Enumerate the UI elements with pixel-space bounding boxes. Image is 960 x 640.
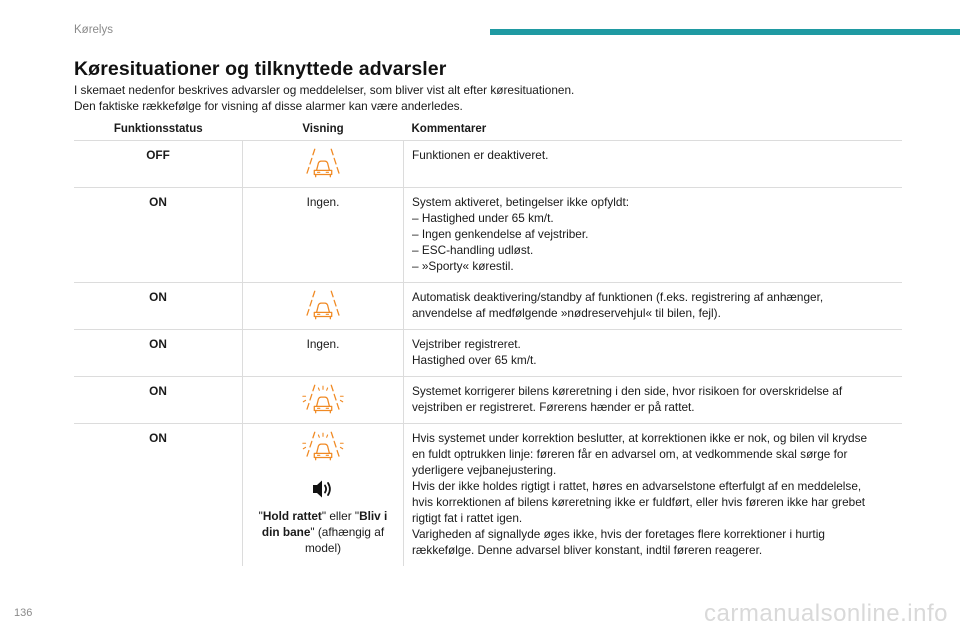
lane-warning-solid-icon xyxy=(301,289,345,321)
display-cell xyxy=(243,141,404,188)
comments-cell xyxy=(404,424,903,567)
status-cell: ON xyxy=(74,283,243,330)
hold-wheel-text: Hold rattet xyxy=(262,509,322,523)
warnings-table xyxy=(74,118,902,566)
comment-line: rækkefølge. Denne advarsel bliver konstant, indtil føreren reagerer. xyxy=(412,543,763,557)
table-row xyxy=(74,141,902,188)
page-number: 136 xyxy=(14,607,33,619)
comment-line: anvendelse af medfølgende »nødreservehjul« til bilen, fejl). xyxy=(412,306,721,320)
comments-cell xyxy=(404,330,903,377)
watermark-text: carmanualsonline.info xyxy=(704,600,948,627)
comments-cell xyxy=(404,283,903,330)
page-title: Køresituationer og tilknyttede advarsler xyxy=(74,58,447,80)
status-cell: ON xyxy=(74,188,243,283)
intro-line: I skemaet nedenfor beskrives advarsler og meddelelser, som bliver vist alt efter køresituationen. xyxy=(74,83,575,97)
comment-line: Hvis systemet under korrektion beslutter, at korrektionen ikke er nok, og bilen vil krydse xyxy=(412,431,868,445)
speaker-icon xyxy=(311,478,335,500)
table-row xyxy=(74,424,902,567)
comment-line: Funktionen er deaktiveret. xyxy=(412,148,549,162)
status-cell: ON xyxy=(74,377,243,424)
display-cell xyxy=(243,283,404,330)
comment-line: Varigheden af signallyde øges ikke, hvis der foretages flere korrektioner i hurtig xyxy=(412,527,825,541)
lane-warning-active-icon xyxy=(301,383,345,415)
column-header-comments: Kommentarer xyxy=(404,118,903,141)
status-cell: OFF xyxy=(146,148,170,162)
or-text: " eller " xyxy=(321,509,360,523)
comment-line: hvis korrektionen af bilens køreretning ikke er fuldført, eller hvis føreren ikke har grebet xyxy=(412,495,866,509)
column-header-status: Funktionsstatus xyxy=(74,118,243,141)
comment-line: Systemet korrigerer bilens køreretning i den side, hvor risikoen for overskridelse af xyxy=(412,384,843,398)
lane-warning-active-icon xyxy=(301,430,345,462)
comment-line: – Hastighed under 65 km/t. xyxy=(412,211,554,225)
lane-warning-solid-icon xyxy=(301,147,345,179)
comments-cell xyxy=(404,141,903,188)
table-header-row xyxy=(74,118,902,141)
comment-line: rigtigt fat i rattet igen. xyxy=(412,511,523,525)
comment-line: Hastighed over 65 km/t. xyxy=(412,353,537,367)
comment-line: yderligere vejbanejustering. xyxy=(412,463,557,477)
intro-text xyxy=(74,82,574,114)
model-note-text: " (afhængig af model) xyxy=(304,525,385,555)
comment-line: – ESC-handling udløst. xyxy=(412,243,534,257)
comment-line: Automatisk deaktivering/standby af funktionen (f.eks. registrering af anhænger, xyxy=(412,290,824,304)
header-accent-bar xyxy=(490,29,960,35)
comments-cell xyxy=(404,188,903,283)
voice-message-text xyxy=(259,509,388,555)
comment-line: en fuldt optrukken linje: føreren får en advarsel om, at vedkommende skal sørge for xyxy=(412,447,848,461)
table-row xyxy=(74,188,902,283)
comments-cell xyxy=(404,377,903,424)
comment-line: Hvis der ikke holdes rigtigt i rattet, høres en advarselstone efterfulgt af en meddelelse, xyxy=(412,479,862,493)
comment-line: vejstriben er registreret. Førerens hænder er på rattet. xyxy=(412,400,695,414)
table-row xyxy=(74,330,902,377)
display-cell: Ingen. xyxy=(243,188,404,283)
table-row xyxy=(74,283,902,330)
stay-in-lane-text: Bliv i din bane xyxy=(261,509,388,539)
display-cell xyxy=(243,424,404,567)
column-header-display: Visning xyxy=(243,118,404,141)
comment-line: – Ingen genkendelse af vejstriber. xyxy=(412,227,589,241)
status-cell: ON xyxy=(74,424,243,567)
quote-text: " xyxy=(258,509,263,523)
comment-line: Vejstriber registreret. xyxy=(412,337,521,351)
intro-line: Den faktiske rækkefølge for visning af disse alarmer kan være anderledes. xyxy=(74,99,463,113)
comment-line: System aktiveret, betingelser ikke opfyldt: xyxy=(412,195,630,209)
status-cell: ON xyxy=(74,330,243,377)
table-row xyxy=(74,377,902,424)
display-cell xyxy=(243,377,404,424)
display-cell: Ingen. xyxy=(243,330,404,377)
comment-line: – »Sporty« kørestil. xyxy=(412,259,514,273)
section-label: Kørelys xyxy=(74,24,113,36)
